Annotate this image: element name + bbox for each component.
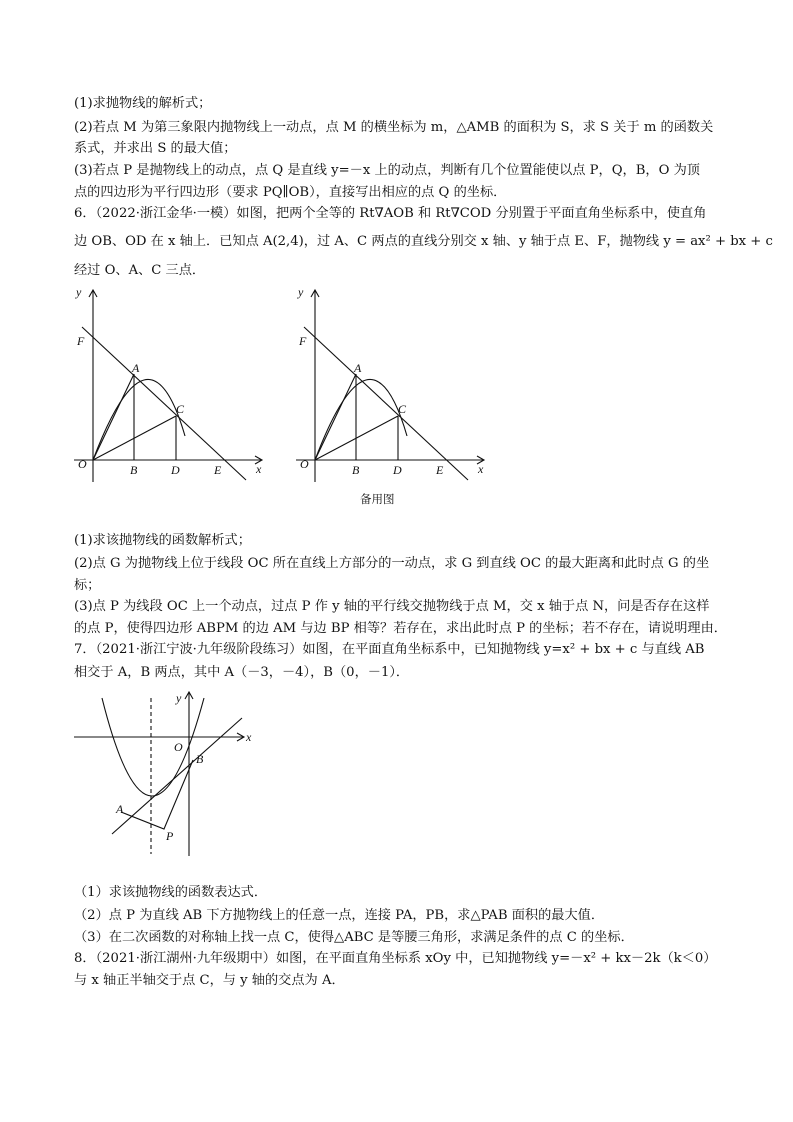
parabola	[315, 379, 407, 460]
label-o: O	[300, 457, 309, 471]
q7-stem-line1: 7．（2021·浙江宁波·九年级阶段练习）如图，在平面直角坐标系中，已知抛物线 y=x² + bx + c 与直线 AB	[74, 642, 705, 657]
figure-caption: 备用图	[360, 492, 395, 506]
label-x: x	[246, 730, 252, 744]
label-b: B	[196, 752, 204, 766]
line-ef	[82, 327, 246, 480]
q8-stem-line2: 与 x 轴正半轴交于点 C，与 y 轴的交点为 A．	[74, 973, 345, 988]
q5-part1: (1)求抛物线的解析式；	[74, 96, 212, 111]
segment-oa	[315, 374, 356, 460]
label-e: E	[214, 463, 222, 477]
q7-stem-line2: 相交于 A，B 两点，其中 A（－3，－4），B（0，－1）．	[74, 665, 410, 680]
q6-figure-main	[70, 282, 270, 482]
label-o: O	[78, 457, 87, 471]
q6-part1: (1)求该抛物线的函数解析式；	[74, 533, 251, 548]
q8-stem-line1: 8．（2021·浙江湖州·九年级期中）如图，在平面直角坐标系 xOy 中，已知抛物线 y=－x² + kx－2k（k＜0）	[74, 951, 717, 966]
label-y: y	[76, 285, 82, 299]
label-e: E	[436, 463, 444, 477]
q7-part2: （2）点 P 为直线 AB 下方抛物线上的任意一点，连接 PA，PB，求△PAB 面积的最大值．	[74, 908, 605, 923]
q7-part3: （3）在二次函数的对称轴上找一点 C，使得△ABC 是等腰三角形，求满足条件的点 C 的坐标．	[74, 930, 634, 945]
q6-stem-line3: 经过 O、A、C 三点．	[74, 263, 206, 278]
segment-oa	[93, 374, 134, 460]
q5-part3-line2: 点的四边形为平行四边形（要求 PQ∥OB），直接写出相应的点 Q 的坐标．	[74, 185, 507, 200]
label-a: A	[116, 802, 124, 816]
label-f: F	[77, 334, 85, 348]
label-o: O	[174, 740, 183, 754]
label-y: y	[298, 285, 304, 299]
label-a: A	[354, 361, 362, 375]
label-d: D	[393, 463, 402, 477]
label-d: D	[171, 463, 180, 477]
label-p: P	[166, 829, 174, 843]
q5-part2-line1: (2)若点 M 为第三象限内抛物线上一动点，点 M 的横坐标为 m，△AMB 的面积为 S，求 S 关于 m 的函数关	[74, 120, 714, 135]
q6-part3-line1: (3)点 P 为线段 OC 上一个动点，过点 P 作 y 轴的平行线交抛物线于点 M，交 x 轴于点 N，问是否存在这样	[74, 599, 710, 614]
q6-part2-line1: (2)点 G 为抛物线上位于线段 OC 所在直线上方部分的一动点，求 G 到直线 OC 的最大距离和此时点 G 的坐	[74, 556, 710, 571]
label-x: x	[256, 462, 262, 476]
q6-stem-line1: 6．（2022·浙江金华·一模）如图，把两个全等的 Rt∇AOB 和 Rt∇COD 分别置于平面直角坐标系中，使直角	[74, 206, 707, 221]
label-y: y	[176, 691, 182, 705]
label-a: A	[132, 361, 140, 375]
label-b: B	[352, 463, 360, 477]
q6-stem-line2: 边 OB、OD 在 x 轴上．已知点 A(2,4)，过 A、C 两点的直线分别交 x 轴、y 轴于点 E、F，抛物线 y = ax² + bx + c	[74, 234, 773, 249]
q6-figure-spare	[292, 282, 492, 512]
label-x: x	[478, 462, 484, 476]
label-b: B	[130, 463, 138, 477]
q6-part2-line2: 标；	[74, 578, 101, 593]
q5-part2-line2: 系式，并求出 S 的最大值；	[74, 141, 237, 156]
q5-part3-line1: (3)若点 P 是抛物线上的动点，点 Q 是直线 y=－x 上的动点，判断有几个位置能使以点 P，Q，B，O 为顶	[74, 163, 700, 178]
label-f: F	[299, 334, 307, 348]
q6-part3-line2: 的点 P，使得四边形 ABPM 的边 AM 与边 BP 相等？若存在，求出此时点 P 的坐标；若不存在，请说明理由．	[74, 621, 727, 636]
label-c: C	[176, 402, 185, 416]
parabola	[93, 379, 185, 460]
line-ef	[304, 327, 468, 480]
label-c: C	[398, 402, 407, 416]
q7-part1: （1）求该抛物线的函数表达式．	[74, 885, 268, 900]
q7-figure	[74, 684, 264, 864]
